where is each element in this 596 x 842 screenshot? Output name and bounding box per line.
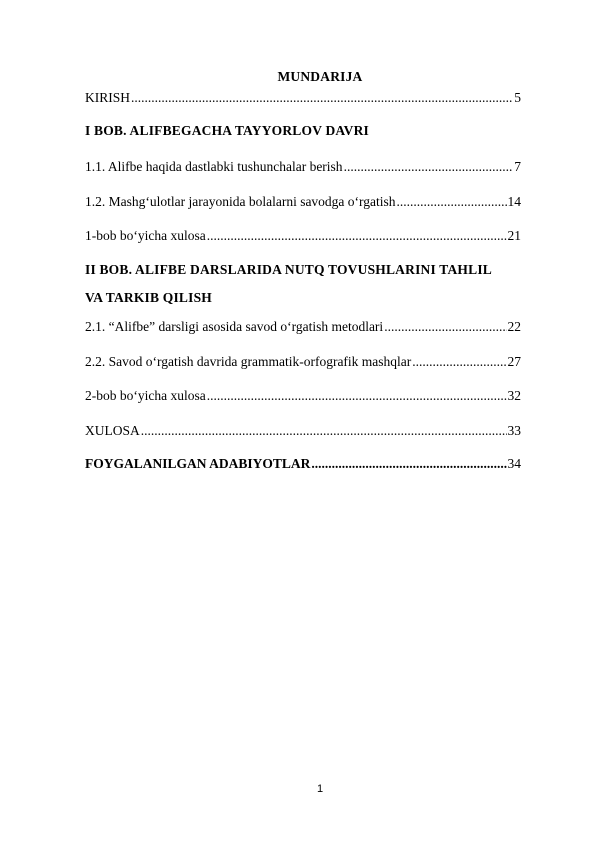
toc-entry-2-2[interactable] (85, 354, 521, 370)
toc-entry-label: XULOSA (85, 423, 140, 438)
dot-leader (384, 319, 506, 335)
toc-entry-1-1[interactable] (85, 159, 521, 175)
toc-entry-bibliography[interactable] (85, 456, 521, 472)
toc-entry-page: 21 (507, 228, 521, 243)
chapter-heading-2-continued[interactable]: VA TARKIB QILISH (85, 290, 213, 305)
chapter-heading-1[interactable]: I BOB. ALIFBEGACHA TAYYORLOV DAVRI (85, 123, 369, 138)
toc-entry-label: 1.1. Alifbe haqida dastlabki tushunchalar berish (85, 159, 343, 174)
toc-entry-label: 2-bob bo‘yicha xulosa (85, 388, 206, 403)
toc-entry-label: 1-bob bo‘yicha xulosa (85, 228, 206, 243)
dot-leader (207, 388, 507, 404)
toc-entry-1-conclusion[interactable] (85, 228, 521, 244)
toc-entry-label: 2.2. Savod o‘rgatish davrida grammatik-orfografik mashqlar (85, 354, 412, 369)
toc-entry-1-2[interactable] (85, 194, 521, 210)
toc-entry-kirish[interactable] (85, 90, 521, 106)
toc-entry-page: 33 (507, 423, 521, 438)
toc-entry-page: 32 (507, 388, 521, 403)
toc-entry-page: 27 (507, 354, 521, 369)
toc-entry-label: 1.2. Mashg‘ulotlar jarayonida bolalarni savodga o‘rgatish (85, 194, 396, 209)
toc-entry-page: 5 (514, 90, 521, 105)
toc-entry-label: FOYGALANILGAN ADABIYOTLAR (85, 456, 311, 471)
toc-entry-page: 7 (514, 159, 521, 174)
toc-entry-page: 14 (507, 194, 521, 209)
dot-leader (141, 423, 507, 439)
toc-title: MUNDARIJA (277, 69, 363, 84)
chapter-heading-2[interactable]: II BOB. ALIFBE DARSLARIDA NUTQ TOVUSHLARINI TAHLIL (85, 262, 492, 277)
toc-entry-label: 2.1. “Alifbe” darsligi asosida savod o‘rgatish metodlari (85, 319, 384, 334)
toc-entry-2-conclusion[interactable] (85, 388, 521, 404)
dot-leader (344, 159, 514, 175)
dot-leader (131, 90, 513, 106)
toc-entry-page: 22 (507, 319, 521, 334)
dot-leader (207, 228, 507, 244)
toc-entry-2-1[interactable] (85, 319, 521, 335)
dot-leader (311, 456, 506, 472)
dot-leader (397, 194, 507, 210)
toc-entry-xulosa[interactable] (85, 423, 521, 439)
toc-entry-label: KIRISH (85, 90, 131, 105)
toc-entry-page: 34 (507, 456, 521, 471)
dot-leader (412, 354, 506, 370)
page-number: 1 (316, 783, 324, 795)
